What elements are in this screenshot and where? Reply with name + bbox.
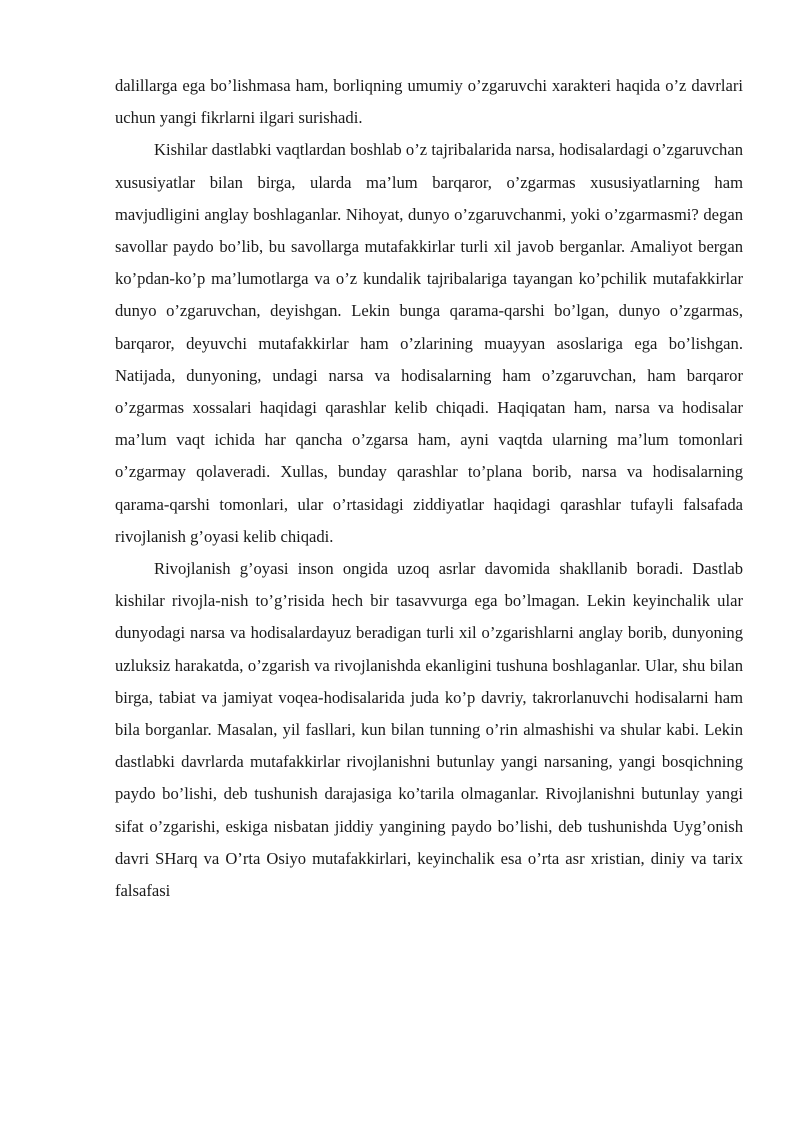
paragraph-continuation: dalillarga ega bo’lishmasa ham, borliqning umumiy o’zgaruvchi xarakteri haqida o’z davrlari uchun yangi fikrlarni ilgari surishadi. (115, 76, 743, 128)
paragraph-development-idea: Rivojlanish g’oyasi inson ongida uzoq asrlar davomida shakllanib boradi. Dastlab kishilar rivojla-nish to’g’risida hech bir tasavvurga ega bo’lmagan. Lekin keyinchalik ular dunyodagi narsa va hodisalardayuz beradigan turli xil o’zgarishlarni anglay borib, dunyoning uzluksiz harakatda, o’zgarish va rivojlanishda ekanligini tushuna boshlaganlar. Ular, shu bilan birga, tabiat va jamiyat voqea-hodisalarida juda ko’p davriy, takrorlanuvchi hodisalarni ham bila borganlar. Masalan, yil fasllari, kun bilan tunning o’rin almashishi va shular kabi. Lekin dastlabki davrlarda mutafakkirlar rivojlanishni butunlay yangi narsaning, yangi bosqichning paydo bo’lishi, deb tushunish darajasiga ko’tarila olmaganlar. Rivojlanishni butunlay yangi sifat o’zgarishi, eskiga nisbatan jiddiy yangining paydo bo’lishi, deb tushunishda Uyg’onish davri SHarq va O’rta Osiyo mutafakkirlari, keyinchalik esa o’rta asr xristian, diniy va tarix falsafasi (115, 559, 743, 901)
paragraph-change-views: Kishilar dastlabki vaqtlardan boshlab o’z tajribalarida narsa, hodisalardagi o’zgaruvchan xususiyatlar bilan birga, ularda ma’lum barqaror, o’zgarmas xususiyatlarning ham mavjudligini anglay boshlaganlar. Nihoyat, dunyo o’zgaruvchanmi, yoki o’zgarmasmi? degan savollar paydo bo’lib, bu savollarga mutafakkirlar turli xil javob berganlar. Amaliyot bergan ko’pdan-ko’p ma’lumotlarga va o’z kundalik tajribalariga tayangan ko’pchilik mutafakkirlar dunyo o’zgaruvchan, deyishgan. Lekin bunga qarama-qarshi bo’lgan, dunyo o’zgarmas, barqaror, deyuvchi mutafakkirlar ham o’zlarining muayyan asoslariga ega bo’lishgan. Natijada, dunyoning, undagi narsa va hodisalarning ham o’zgaruvchan, ham barqaror o’zgarmas xossalari haqidagi qarashlar kelib chiqadi. Haqiqatan ham, narsa va hodisalar ma’lum vaqt ichida har qancha o’zgarsa ham, ayni vaqtda ularning ma’lum tomonlari o’zgarmay qolaveradi. Xullas, bunday qarashlar to’plana borib, narsa va hodisalarning qarama-qarshi tomonlari, ular o’rtasidagi ziddiyatlar haqidagi qarashlar tufayli falsafada rivojlanish g’oyasi kelib chiqadi. (115, 140, 743, 546)
document-page (115, 70, 743, 907)
